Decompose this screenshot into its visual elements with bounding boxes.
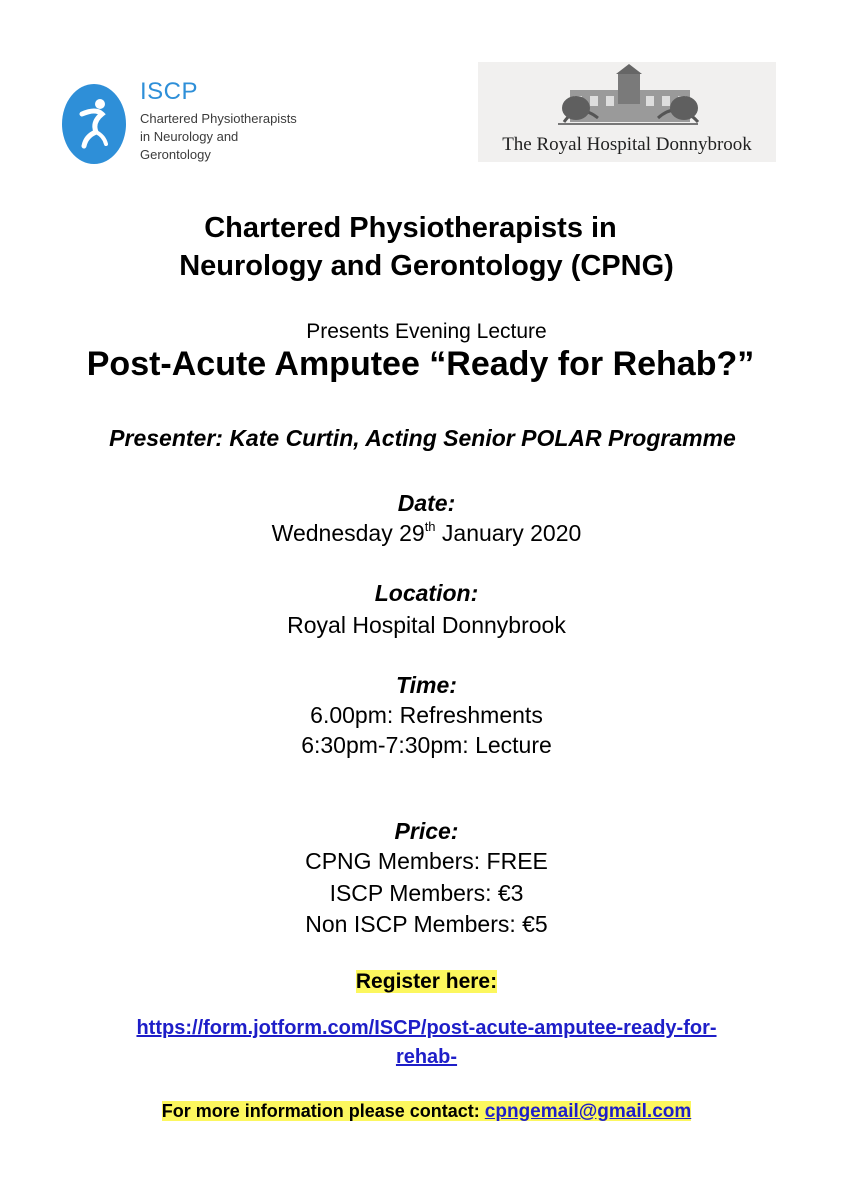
iscp-subtitle-line: Gerontology <box>140 147 211 162</box>
location-value: Royal Hospital Donnybrook <box>287 612 566 638</box>
date-weekday: Wednesday 29 <box>271 520 425 546</box>
iscp-subtitle-line: Chartered Physiotherapists <box>140 111 297 126</box>
org-title-line2: Neurology and Gerontology (CPNG) <box>179 250 674 282</box>
iscp-subtitle <box>140 110 297 164</box>
date-rest: January 2020 <box>435 520 582 546</box>
time-refreshments: 6.00pm: Refreshments <box>310 702 543 728</box>
iscp-subtitle-line: in Neurology and <box>140 129 239 144</box>
iscp-name: ISCP <box>140 78 199 105</box>
presents-label: Presents Evening Lecture <box>306 320 547 343</box>
register-row <box>0 970 853 994</box>
contact-highlight <box>162 1101 692 1121</box>
location-label: Location: <box>374 580 479 606</box>
contact-label: For more information please contact: <box>161 1101 485 1121</box>
register-link[interactable]: https://form.jotform.com/ISCP/post-acute-amputee-ready-for- <box>136 1017 717 1039</box>
royal-hospital-logo <box>478 62 776 162</box>
royal-hospital-caption: The Royal Hospital Donnybrook <box>502 134 752 155</box>
time-lecture: 6:30pm-7:30pm: Lecture <box>301 732 552 758</box>
presenter-line: Presenter: Kate Curtin, Acting Senior POLAR Programme <box>109 425 736 451</box>
price-iscp: ISCP Members: €3 <box>329 880 524 906</box>
date-label: Date: <box>397 490 456 516</box>
runner-icon <box>62 84 126 164</box>
hospital-building-icon <box>478 62 776 132</box>
register-link-row1 <box>0 1017 853 1040</box>
register-link-row2 <box>0 1046 853 1069</box>
iscp-logo <box>62 78 302 168</box>
lecture-title: Post-Acute Amputee “Ready for Rehab?” <box>86 345 755 383</box>
date-value <box>0 520 853 547</box>
price-cpng: CPNG Members: FREE <box>305 848 548 874</box>
time-label: Time: <box>396 672 457 698</box>
contact-email-link[interactable]: cpngemail@gmail.com <box>484 1101 692 1122</box>
date-suffix: th <box>424 519 436 534</box>
contact-row <box>0 1101 853 1123</box>
price-non-iscp: Non ISCP Members: €5 <box>305 911 548 937</box>
register-label: Register here: <box>355 970 498 993</box>
price-label: Price: <box>394 818 459 844</box>
org-title-line1: Chartered Physiotherapists in <box>204 212 617 244</box>
register-link-continued[interactable]: rehab- <box>395 1046 458 1068</box>
